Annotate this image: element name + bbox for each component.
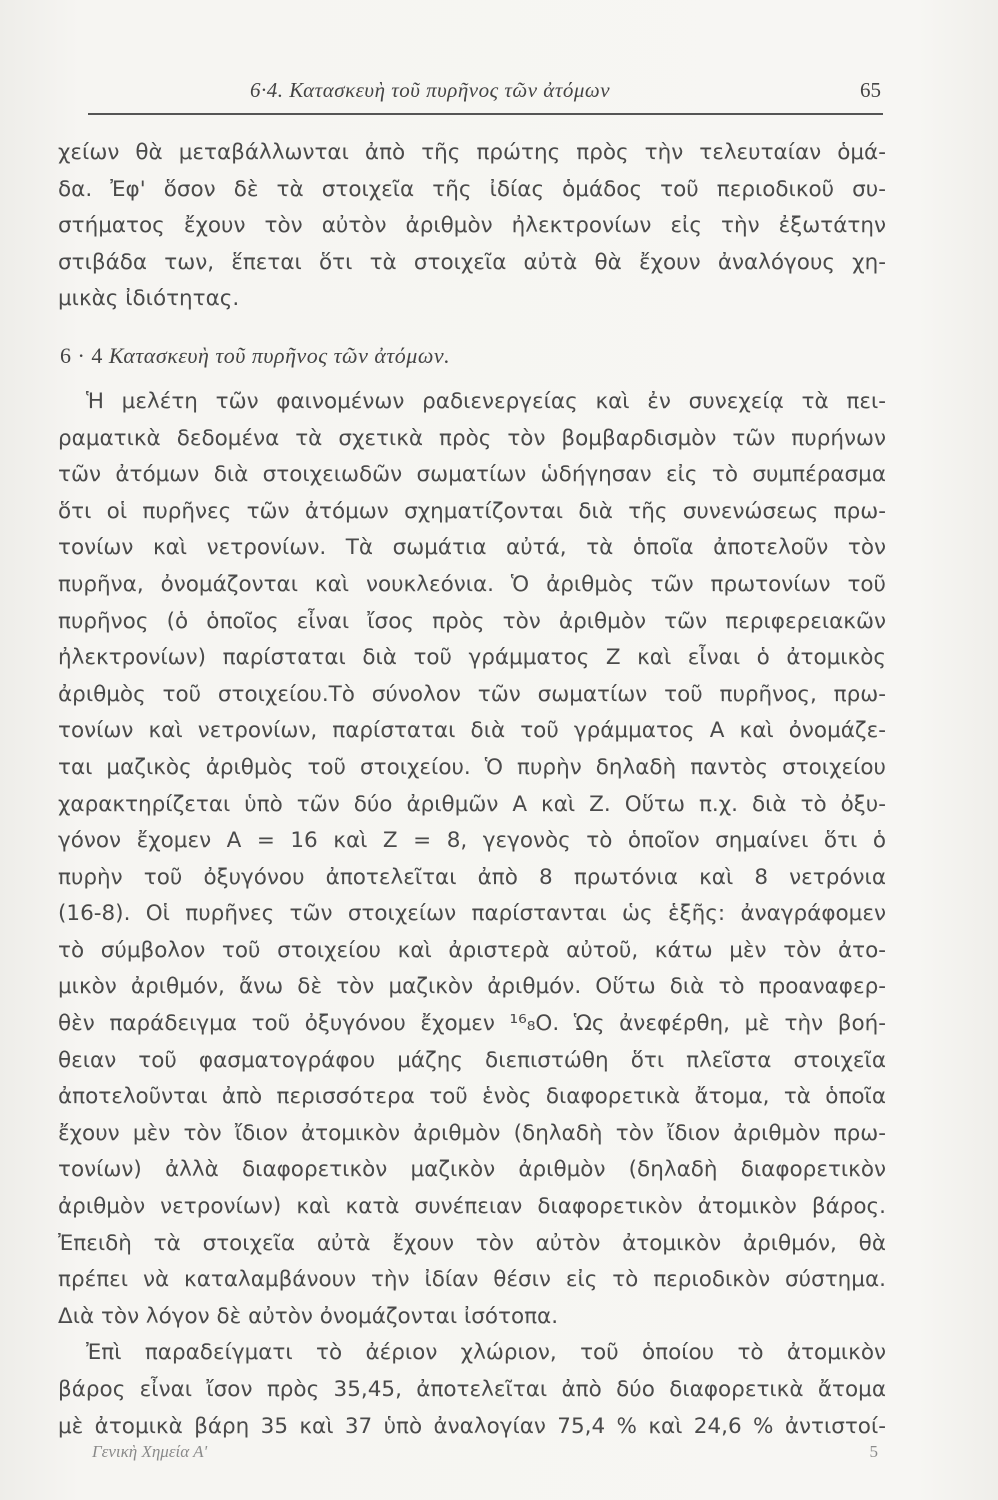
section-heading	[60, 338, 886, 384]
text-line: χείων θὰ μεταβάλλωνται ἀπὸ τῆς πρώτης πρὸς τὴν τελευταίαν ὁμά-	[58, 140, 886, 165]
text-line: γόνον ἔχομεν Α = 16 καὶ Ζ = 8, γεγονὸς τὸ ὁποῖον σημαίνει ὅτι ὁ	[58, 828, 886, 854]
text-line: πυρὴν τοῦ ὀξυγόνου ἀποτελεῖται ἀπὸ 8 πρωτόνια καὶ 8 νετρόνια	[58, 864, 886, 890]
section-title: Κατασκευὴ τοῦ πυρῆνος τῶν ἀτόμων.	[108, 342, 451, 368]
text-line: πυρῆνα, ὀνομάζονται καὶ νουκλεόνια. Ὁ ἀριθμὸς τῶν πρωτονίων τοῦ	[58, 571, 886, 597]
header-rule	[88, 113, 883, 115]
text-line: πρέπει νὰ καταλαμβάνουν τὴν ἰδίαν θέσιν εἰς τὸ περιοδικὸν σύστημα.	[58, 1267, 886, 1293]
text-line: ἀριθμὸν νετρονίων) καὶ κατὰ συνέπειαν διαφορετικὸν ἀτομικὸν βάρος.	[58, 1194, 886, 1220]
text-line: τὸ σύμβολον τοῦ στοιχείου καὶ ἀριστερὰ αὐτοῦ, κάτω μὲν τὸν ἀτο-	[58, 937, 886, 963]
section-number: 6 · 4	[60, 342, 103, 368]
text-line: στήματος ἔχουν τὸν αὐτὸν ἀριθμὸν ἠλεκτρονίων εἰς τὴν ἐξωτάτην	[58, 213, 886, 239]
signature-mark: 5	[869, 1442, 878, 1461]
text-line: ἀποτελοῦνται ἀπὸ περισσότερα τοῦ ἑνὸς διαφορετικὰ ἄτομα, τὰ ὁποῖα	[58, 1084, 886, 1110]
paragraph-2	[58, 1335, 886, 1445]
text-line: χαρακτηρίζεται ὑπὸ τῶν δύο ἀριθμῶν Α καὶ Ζ. Οὕτω π.χ. διὰ τὸ ὀξυ-	[58, 791, 886, 817]
text-line: θειαν τοῦ φασματογράφου μάζης διεπιστώθη ὅτι πλεῖστα στοιχεῖα	[58, 1047, 886, 1073]
text-line: ραματικὰ δεδομένα τὰ σχετικὰ πρὸς τὸν βομβαρδισμὸν τῶν πυρήνων	[58, 425, 886, 451]
text-line: Ἐπειδὴ τὰ στοιχεῖα αὐτὰ ἔχουν τὸν αὐτὸν ἀτομικὸν ἀριθμόν, θὰ	[58, 1230, 886, 1256]
book-title: Γενικὴ Χημεία Α'	[92, 1442, 208, 1461]
text-line: μικὰς ἰδιότητας.	[58, 286, 240, 312]
page-header	[80, 78, 885, 118]
body-text	[58, 135, 886, 1445]
text-line: ἀριθμὸς τοῦ στοιχείου.Τὸ σύνολον τῶν σωματίων τοῦ πυρῆνος, πρω-	[58, 681, 886, 707]
page-number: 65	[860, 78, 881, 102]
text-line: (16-8). Οἱ πυρῆνες τῶν στοιχείων παρίστανται ὡς ἑξῆς: ἀναγράφομεν	[58, 901, 886, 927]
text-line: Ἡ μελέτη τῶν φαινομένων ραδιενεργείας καὶ ἐν συνεχείᾳ τὰ πει-	[86, 388, 886, 414]
text-line: ἠλεκτρονίων) παρίσταται διὰ τοῦ γράμματος Ζ καὶ εἶναι ὁ ἀτομικὸς	[58, 645, 886, 671]
text-line: μικὸν ἀριθμόν, ἄνω δὲ τὸν μαζικὸν ἀριθμόν. Οὕτω διὰ τὸ προαναφερ-	[58, 974, 886, 1000]
text-line: θὲν παράδειγμα τοῦ ὀξυγόνου ἔχομεν ¹⁶₈Ο. Ὡς ἀνεφέρθη, μὲ τὴν βοή-	[58, 1011, 886, 1037]
text-line: Ἐπὶ παραδείγματι τὸ ἀέριον χλώριον, τοῦ ὁποίου τὸ ἀτομικὸν	[86, 1340, 886, 1366]
text-line: ὅτι οἱ πυρῆνες τῶν ἀτόμων σχηματίζονται διὰ τῆς συνενώσεως πρω-	[58, 498, 886, 524]
text-line: τονίων καὶ νετρονίων, παρίσταται διὰ τοῦ γράμματος Α καὶ ὀνομάζε-	[58, 718, 886, 744]
page-footer	[92, 1442, 882, 1462]
text-line: Διὰ τὸν λόγον δὲ αὐτὸν ὀνομάζονται ἰσότοπα.	[58, 1303, 559, 1329]
text-line: βάρος εἶναι ἴσον πρὸς 35,45, ἀποτελεῖται ἀπὸ δύο διαφορετικὰ ἄτομα	[58, 1377, 886, 1402]
text-line: ται μαζικὸς ἀριθμὸς τοῦ στοιχείου. Ὁ πυρὴν δηλαδὴ παντὸς στοιχείου	[58, 754, 886, 780]
intro-paragraph	[58, 135, 886, 318]
text-line: στιβάδα των, ἕπεται ὅτι τὰ στοιχεῖα αὐτὰ θὰ ἔχουν ἀναλόγους χη-	[58, 249, 886, 275]
paragraph-1	[58, 384, 886, 1335]
text-line: πυρῆνος (ὁ ὁποῖος εἶναι ἴσος πρὸς τὸν ἀριθμὸν τῶν περιφερειακῶν	[58, 608, 886, 634]
running-title: 6·4. Κατασκευὴ τοῦ πυρῆνος τῶν ἀτόμων	[250, 78, 611, 102]
text-line: δα. Ἐφ' ὅσον δὲ τὰ στοιχεῖα τῆς ἰδίας ὁμάδος τοῦ περιοδικοῦ συ-	[58, 176, 886, 202]
text-line: μὲ ἀτομικὰ βάρη 35 καὶ 37 ὑπὸ ἀναλογίαν 75,4 % καὶ 24,6 % ἀντιστοί-	[58, 1413, 886, 1439]
text-line: τονίων) ἀλλὰ διαφορετικὸν μαζικὸν ἀριθμὸν (δηλαδὴ διαφορετικὸν	[58, 1157, 886, 1183]
text-line: τῶν ἀτόμων διὰ στοιχειωδῶν σωματίων ὡδήγησαν εἰς τὸ συμπέρασμα	[58, 462, 886, 488]
text-line: τονίων καὶ νετρονίων. Τὰ σωμάτια αὐτά, τὰ ὁποῖα ἀποτελοῦν τὸν	[58, 535, 886, 561]
text-line: ἔχουν μὲν τὸν ἴδιον ἀτομικὸν ἀριθμὸν (δηλαδὴ τὸν ἴδιον ἀριθμὸν πρω-	[58, 1120, 886, 1146]
